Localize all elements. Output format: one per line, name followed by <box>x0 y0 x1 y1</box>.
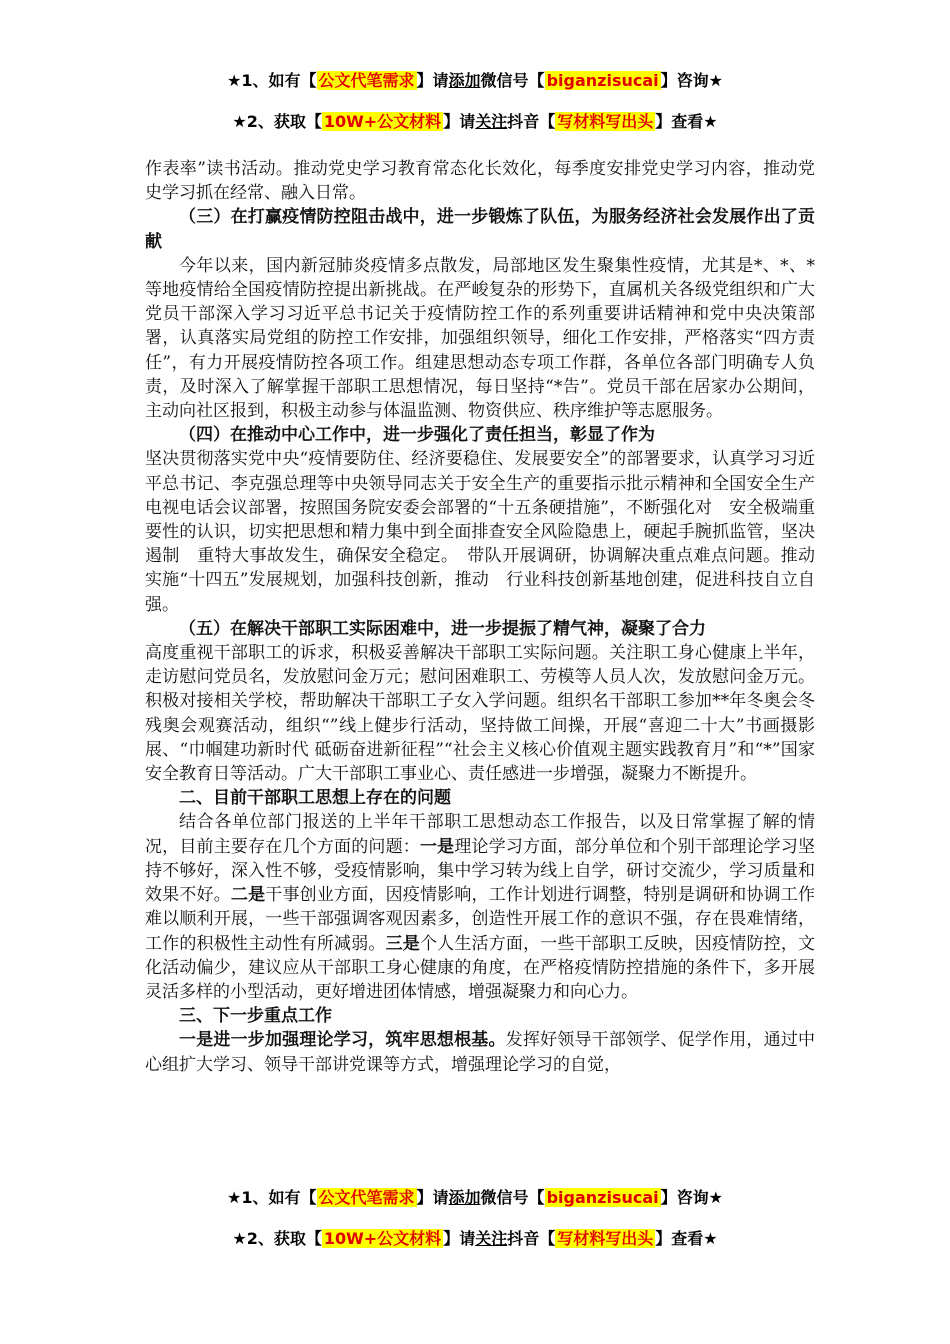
paragraph: 坚决贯彻落实党中央“疫情要防住、经济要稳住、发展要安全”的部署要求，认真学习习近平总书记、李克强总理等中央领导同志关于安全生产的重要指示批示精神和全国安全生产电视电话会议部署，按照国务院安委会部署的“十五条硬措施”，不断强化对 安全极端重要性的认识，切实把思想和精力集中到全面排查安全风险隐患上，硬起手腕抓监管，坚决遏制 重特大事故发生，确保安全稳定。 带队开展调研，协调解决重点难点问题。推动实施“十四五”发展规划，加强科技创新，推动 行业科技创新基地创建，促进科技自立自强。 <box>145 449 815 615</box>
highlight-service: 公文代笔需求 <box>318 71 415 90</box>
chapter-heading-3: 三、下一步重点工作 <box>179 1006 332 1027</box>
highlight-wechat-id: biganzisucai <box>546 71 659 90</box>
paragraph: 结合各单位部门报送的上半年干部职工思想动态工作报告，以及日常掌握了解的情况，目前主要存在几个方面的问题：一是理论学习方面，部分单位和个别干部理论学习坚持不够好，深入性不够，受疫情影响，集中学习转为线上自学，研讨交流少，学习质量和效果不好。二是干事创业方面，因疫情影响，工作计划进行调整，特别是调研和协调工作难以顺利开展，一些干部强调客观因素多，创造性开展工作的意识不强，存在畏难情绪，工作的积极性主动性有所减弱。三是个人生活方面，一些干部职工反映，因疫情防控，文化活动偏少，建议应从干部职工身心健康的角度，在严格疫情防控措施的条件下，多开展灵活多样的小型活动，更好增进团体情感，增强凝聚力和向心力。 <box>145 812 816 1002</box>
footer-promo-line-2: ★2、获取【 10W+公文材料 】请关注抖音【 写材料写出头 】查看★ <box>232 1229 718 1248</box>
highlight-douyin: 写材料写出头 <box>557 1229 654 1248</box>
highlight-douyin: 写材料写出头 <box>557 112 654 131</box>
highlight-materials: 10W+公文材料 <box>323 112 442 131</box>
section-heading-4: （四）在推动中心工作中，进一步强化了责任担当，彰显了作为 <box>179 425 655 446</box>
header-promo-line-2: ★2、获取【 10W+公文材料 】请关注抖音【 写材料写出头 】查看★ <box>232 112 718 131</box>
highlight-service: 公文代笔需求 <box>318 1188 415 1207</box>
section-heading-5: （五）在解决干部职工实际困难中，进一步提振了精气神，凝聚了合力 <box>179 618 706 639</box>
footer-promo-line-1: ★1、如有【 公文代笔需求 】请添加微信号【 biganzisucai 】咨询★ <box>227 1188 723 1207</box>
chapter-heading-2: 二、目前干部职工思想上存在的问题 <box>179 788 451 809</box>
paragraph: 高度重视干部职工的诉求，积极妥善解决干部职工实际问题。关注职工身心健康上半年，走访慰问党员名，发放慰问金万元；慰问困难职工、劳模等人员人次，发放慰问金万元。积极对接相关学校，帮助解决干部职工子女入学问题。组织名干部职工参加**年冬奥会冬残奥会观赛活动，组织“”线上健步行活动，坚持做工间操，开展“喜迎二十大”书画摄影展、“巾帼建功新时代 砥砺奋进新征程”“社会主义核心价值观主题实践教育月”和“*”国家安全教育日等活动。广大干部职工事业心、责任感进一步增强，凝聚力不断提升。 <box>145 643 815 785</box>
highlight-wechat-id: biganzisucai <box>546 1188 659 1207</box>
paragraph: 一是进一步加强理论学习，筑牢思想根基。发挥好领导干部领学、促学作用，通过中心组扩大学习、领导干部讲党课等方式，增强理论学习的自觉， <box>145 1030 816 1075</box>
paragraph: 作表率”读书活动。推动党史学习教育常态化长效化，每季度安排党史学习内容，推动党史学习抓在经常、融入日常。 <box>145 159 815 204</box>
paragraph: 今年以来，国内新冠肺炎疫情多点散发，局部地区发生聚集性疫情，尤其是*、*、*等地疫情给全国疫情防控提出新挑战。在严峻复杂的形势下，直属机关各级党组织和广大党员干部深入学习习近平总书记关于疫情防控工作的系列重要讲话精神和党中央决策部署，认真落实局党组的防控工作安排，加强组织领导，细化工作安排，严格落实“四方责任”，有力开展疫情防控各项工作。组建思想动态专项工作群，各单位各部门明确专人负责，及时深入了解掌握干部职工思想情况，每日坚持“*告”。党员干部在居家办公期间，主动向社区报到，积极主动参与体温监测、物资供应、秩序维护等志愿服务。 <box>145 255 815 422</box>
document-body <box>145 157 815 1077</box>
section-heading-3: （三）在打赢疫情防控阻击战中，进一步锻炼了队伍，为服务经济社会发展作出了贡献 <box>145 207 815 252</box>
highlight-materials: 10W+公文材料 <box>323 1229 442 1248</box>
header-promo-line-1: ★1、如有【 公文代笔需求 】请添加微信号【 biganzisucai 】咨询★ <box>227 71 723 90</box>
